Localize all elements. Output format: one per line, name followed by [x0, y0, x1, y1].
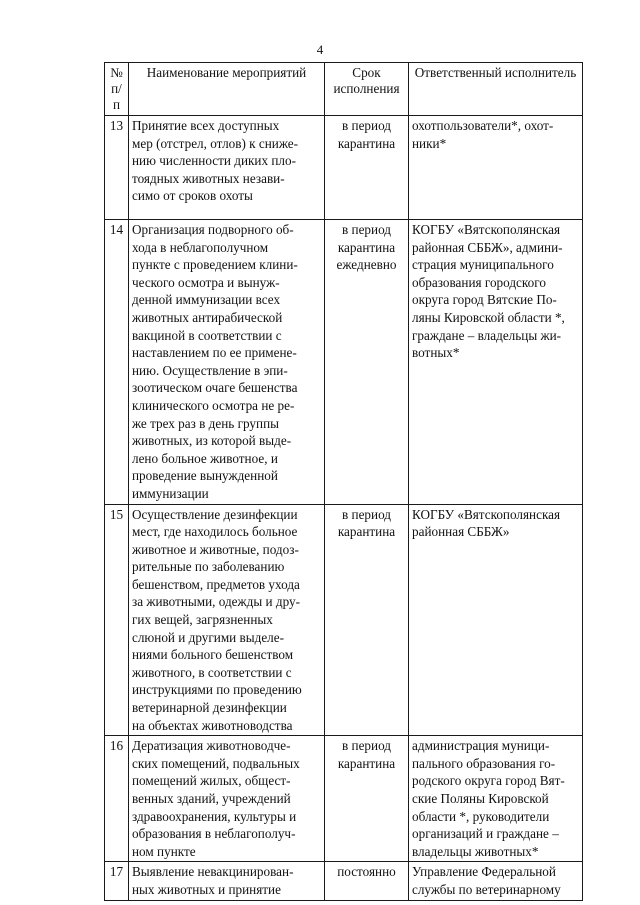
- row-measure: Организация подворного об- хода в неблагополучном пункте с проведением клини- ческого осмотра и вынуж- денной иммунизации всех животных антирабической вакциной в соответствии с наставлением по ее примене- нию. Осуществление в эпи- зоотическом очаге бешенства клинического осмотра не ре- же трех раз в день группы животных, из которой выде- лено больное животное, и проведение вынужденной иммунизации: [129, 220, 325, 505]
- table-row: [105, 220, 583, 505]
- row-number: 16: [105, 736, 129, 862]
- row-responsible: Управление Федеральной службы по ветеринарному: [409, 862, 583, 900]
- measures-table: [104, 62, 583, 901]
- header-number: № п/п: [105, 63, 129, 116]
- table-row: [105, 862, 583, 900]
- row-term: в период карантина ежедневно: [325, 220, 409, 505]
- row-measure: Принятие всех доступных мер (отстрел, отлов) к сниже- нию численности диких пло- тоядных животных незави- симо от сроков охоты: [129, 116, 325, 220]
- row-responsible: администрация муници- пального образования го- родского округа город Вят- ские Поляны Кировской области *, руководители организаций и граждане – владельцы животных*: [409, 736, 583, 862]
- row-term: в период карантина: [325, 504, 409, 736]
- row-measure: Осуществление дезинфекции мест, где находилось больное животное и животные, подоз- рительные по заболеванию бешенством, предметов ухода за животными, одежды и дру- гих вещей, загрязненных слюной и другими выделе- ниями больного бешенством животного, в соответствии с инструкциями по проведению ветеринарной дезинфекции на объектах животноводства: [129, 504, 325, 736]
- row-number: 17: [105, 862, 129, 900]
- row-number: 13: [105, 116, 129, 220]
- table-row: [105, 736, 583, 862]
- header-responsible: Ответственный исполнитель: [409, 63, 583, 116]
- row-term: в период карантина: [325, 116, 409, 220]
- row-number: 14: [105, 220, 129, 505]
- table-row: [105, 116, 583, 220]
- row-responsible: КОГБУ «Вятскополянская районная СББЖ»: [409, 504, 583, 736]
- row-number: 15: [105, 504, 129, 736]
- row-measure: Дератизация животноводче- ских помещений, подвальных помещений жилых, общест- венных зданий, учреждений здравоохранения, культуры и образования в неблагополуч- ном пункте: [129, 736, 325, 862]
- row-measure: Выявление невакцинирован- ных животных и принятие: [129, 862, 325, 900]
- row-term: в период карантина: [325, 736, 409, 862]
- header-measure-name: Наименование мероприятий: [129, 63, 325, 116]
- page-number: 4: [316, 42, 324, 57]
- header-term: Срок исполнения: [325, 63, 409, 116]
- row-responsible: КОГБУ «Вятскополянская районная СББЖ», админи- страция муниципального образования городского округа город Вятские По- ляны Кировской области *, граждане – владельцы жи- вотных*: [409, 220, 583, 505]
- row-responsible: охотпользователи*, охот- ники*: [409, 116, 583, 220]
- table-row: [105, 504, 583, 736]
- row-term: постоянно: [325, 862, 409, 900]
- table-header-row: [105, 63, 583, 116]
